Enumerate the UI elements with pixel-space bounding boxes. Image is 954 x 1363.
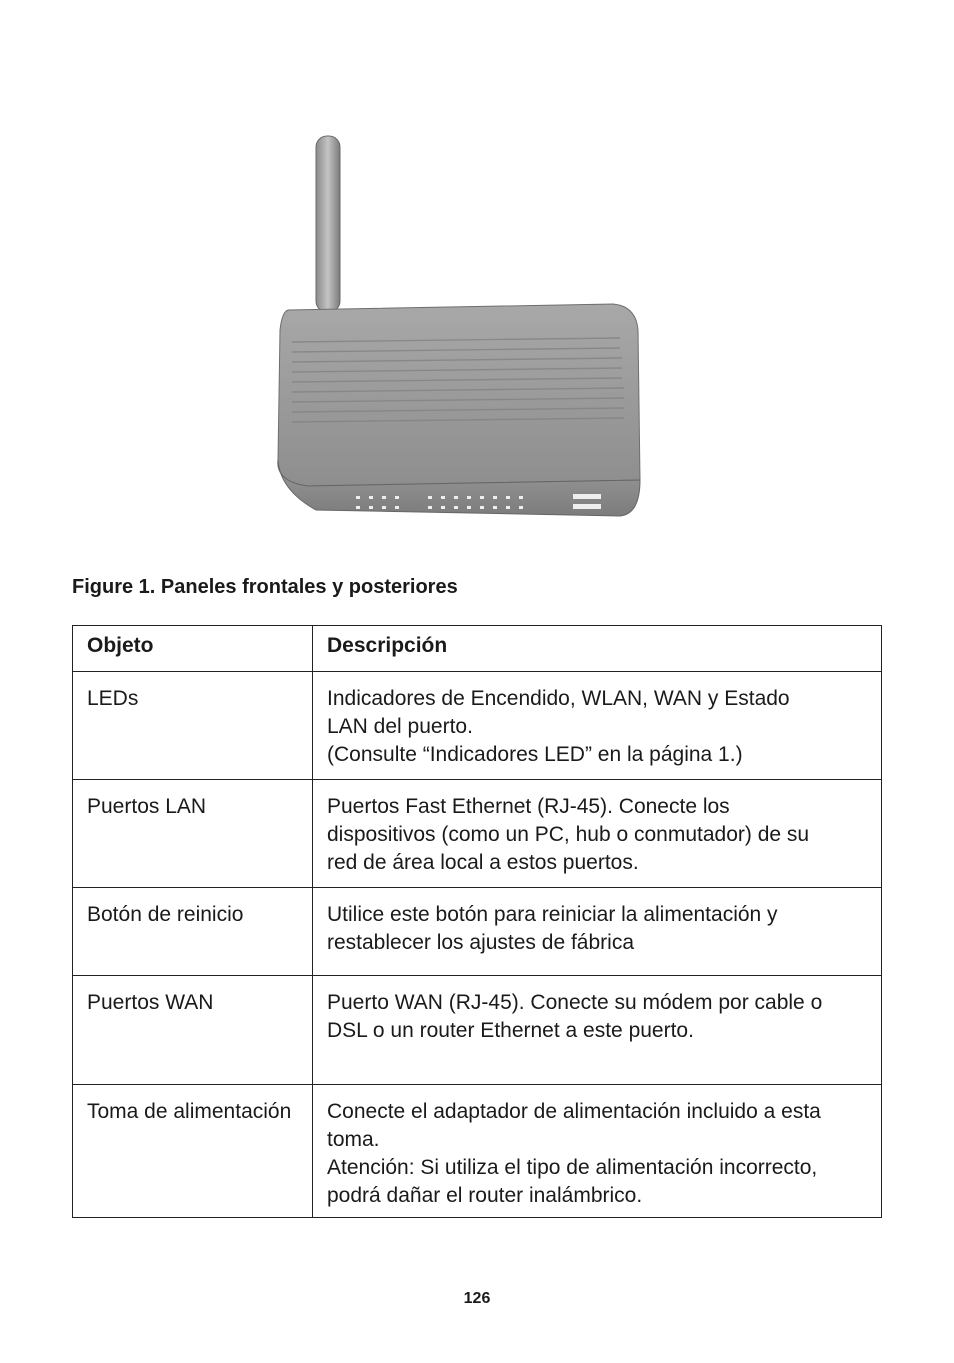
description-line: Conecte el adaptador de alimentación incluido a esta xyxy=(327,1100,821,1123)
description-line: Atención: Si utiliza el tipo de alimentación incorrecto, xyxy=(327,1156,818,1179)
row-description xyxy=(313,976,882,1085)
table-row xyxy=(73,780,882,888)
header-description: Descripción xyxy=(313,626,882,672)
row-object: LEDs xyxy=(73,672,313,780)
row-object: Puertos WAN xyxy=(73,976,313,1085)
spec-table xyxy=(72,625,882,1218)
description-line: toma. xyxy=(327,1128,380,1151)
row-object: Toma de alimentación xyxy=(73,1085,313,1218)
row-description xyxy=(313,672,882,780)
row-description xyxy=(313,888,882,976)
row-object: Puertos LAN xyxy=(73,780,313,888)
description-line: Utilice este botón para reiniciar la alimentación y xyxy=(327,903,778,926)
header-object: Objeto xyxy=(73,626,313,672)
description-line: LAN del puerto. xyxy=(327,715,473,738)
figure-caption: Figure 1. Paneles frontales y posteriores xyxy=(72,576,458,598)
description-line: dispositivos (como un PC, hub o conmutador) de su xyxy=(327,823,810,846)
description-line: DSL o un router Ethernet a este puerto. xyxy=(327,1019,694,1042)
row-description xyxy=(313,780,882,888)
router-icon xyxy=(268,130,660,530)
row-description xyxy=(313,1085,882,1218)
description-line: restablecer los ajustes de fábrica xyxy=(327,931,634,954)
description-line: Indicadores de Encendido, WLAN, WAN y Estado xyxy=(327,687,790,710)
description-line: podrá dañar el router inalámbrico. xyxy=(327,1184,643,1207)
table-row xyxy=(73,888,882,976)
table-row xyxy=(73,976,882,1085)
description-line: (Consulte “Indicadores LED” en la página 1.) xyxy=(327,743,743,766)
description-line: Puerto WAN (RJ-45). Conecte su módem por cable o xyxy=(327,991,823,1014)
table-header-row xyxy=(73,626,882,672)
table-row xyxy=(73,672,882,780)
row-object: Botón de reinicio xyxy=(73,888,313,976)
table-row xyxy=(73,1085,882,1218)
description-line: Puertos Fast Ethernet (RJ-45). Conecte los xyxy=(327,795,730,818)
description-line: red de área local a estos puertos. xyxy=(327,851,639,874)
page-number: 126 xyxy=(463,1290,491,1307)
